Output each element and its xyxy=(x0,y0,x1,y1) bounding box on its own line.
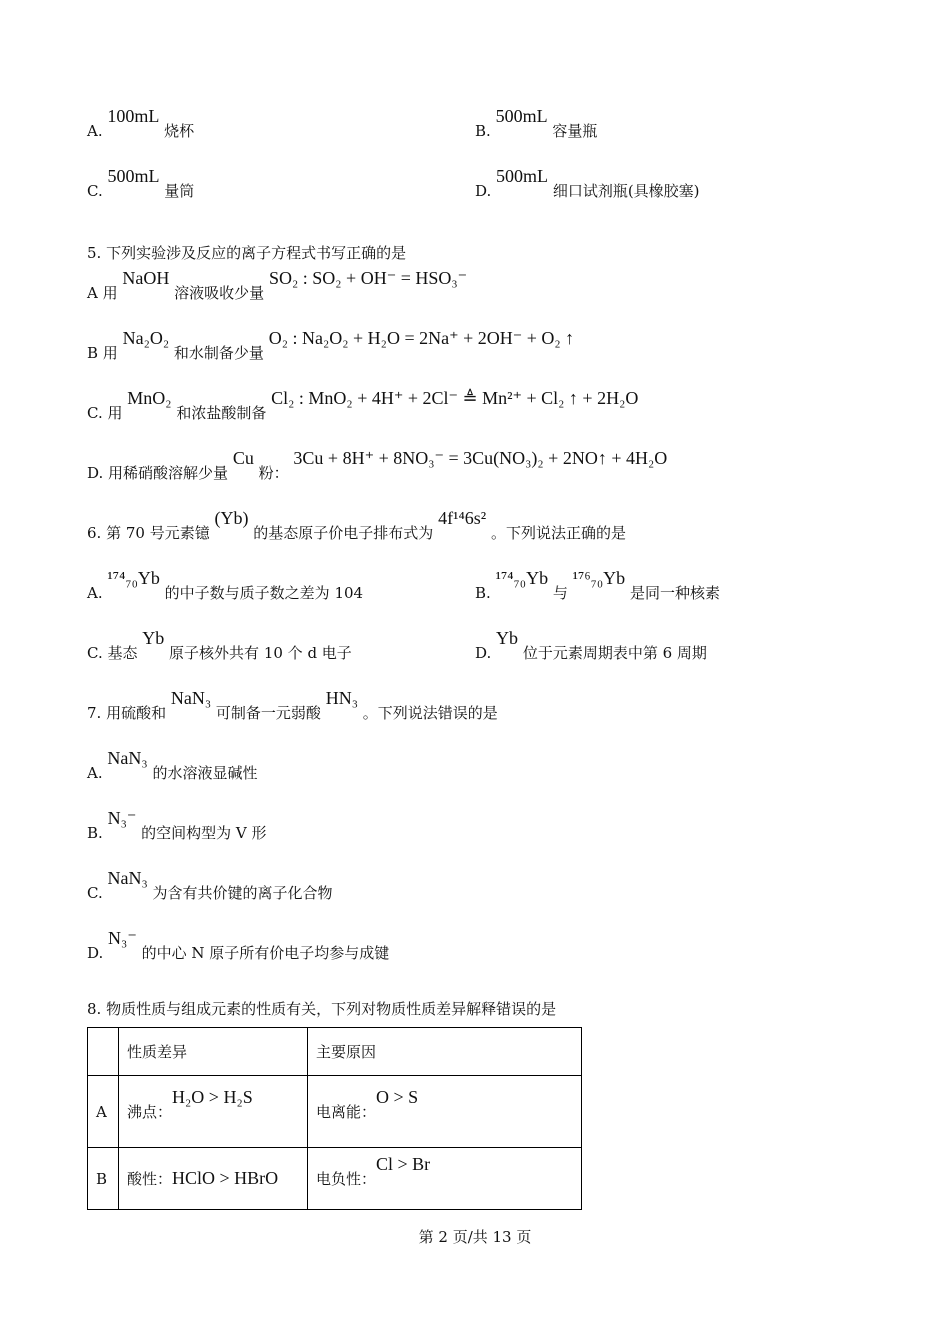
stem-text: 6. 第 70 号元素镱 xyxy=(87,524,210,542)
option-text: 位于元素周期表中第 6 周期 xyxy=(522,644,707,662)
option-text: 烧杯 xyxy=(164,122,195,140)
option-prefix: C. 用 xyxy=(87,404,123,422)
equation: 3Cu + 8H⁺ + 8NO₃⁻ = 3Cu(NO₃)₂ + 2NO↑ + 4H₂O xyxy=(293,448,668,468)
table-header: 性质差异 xyxy=(119,1028,308,1076)
formula: N₃⁻ xyxy=(108,928,137,948)
properties-table xyxy=(87,1027,582,1210)
reagent: Cu xyxy=(232,448,254,468)
option-letter: B. xyxy=(475,584,491,602)
q5-option-b xyxy=(87,328,575,363)
option-text: 粉： xyxy=(258,464,289,482)
reason-label: 电负性： xyxy=(316,1170,377,1188)
table-header xyxy=(88,1028,119,1076)
option-letter: D. xyxy=(475,182,492,200)
stem-text: 7. 用硫酸和 xyxy=(87,704,167,722)
reagent: Na₂O₂ xyxy=(122,328,170,348)
property-label: 沸点： xyxy=(127,1103,173,1121)
option-letter: A. xyxy=(87,584,103,602)
option-letter: D. xyxy=(475,644,492,662)
q6-option-d xyxy=(475,628,707,663)
option-text: 量筒 xyxy=(164,182,195,200)
nuclide: ¹⁷⁶₇₀Yb xyxy=(572,568,626,588)
option-letter: A. xyxy=(87,764,103,782)
quantity: 500mL xyxy=(495,106,548,126)
option-text: 细口试剂瓶(具橡胶塞) xyxy=(552,182,700,200)
q4-option-a xyxy=(87,106,195,141)
table-row xyxy=(88,1076,582,1148)
element-symbol: Yb xyxy=(496,628,519,648)
table-header-row xyxy=(88,1028,582,1076)
page-footer: 第 2 页/共 13 页 xyxy=(418,1228,532,1246)
nuclide: ¹⁷⁴₇₀Yb xyxy=(107,568,160,588)
q6-option-a xyxy=(87,568,364,603)
option-letter: C. 基态 xyxy=(87,644,138,662)
formula: N₃⁻ xyxy=(107,808,137,828)
option-prefix: B 用 xyxy=(87,344,118,362)
stem-text: 的基态原子价电子排布式为 xyxy=(253,524,434,542)
reason-cell xyxy=(308,1148,582,1210)
reason-formula: Cl > Br xyxy=(376,1154,431,1174)
q4-option-c xyxy=(87,166,195,201)
q7-option-c xyxy=(87,868,333,903)
electron-config: 4f¹⁴6s² xyxy=(438,508,487,528)
q8-stem: 8. 物质性质与组成元素的性质有关，下列对物质性质差异解释错误的是 xyxy=(87,1000,557,1018)
option-text: 和浓盐酸制备 xyxy=(176,404,267,422)
table-row xyxy=(88,1148,582,1210)
formula: NaN₃ xyxy=(107,868,148,888)
q5-option-a xyxy=(87,268,468,303)
q6-option-b xyxy=(475,568,720,603)
element-symbol: Yb xyxy=(142,628,165,648)
option-text: 原子核外共有 10 个 d 电子 xyxy=(169,644,352,662)
reagent: MnO₂ xyxy=(127,388,172,408)
stem-text: 可制备一元弱酸 xyxy=(215,704,321,722)
q5-option-d xyxy=(87,448,668,483)
equation: SO₂ : SO₂ + OH⁻ = HSO₃⁻ xyxy=(268,268,468,288)
option-letter: B. xyxy=(87,824,103,842)
equation: Cl₂ : MnO₂ + 4H⁺ + 2Cl⁻ ≜ Mn²⁺ + Cl₂ ↑ + 2H₂O xyxy=(271,388,639,408)
property-cell xyxy=(119,1076,308,1148)
property-label: 酸性： xyxy=(127,1170,173,1188)
quantity: 100mL xyxy=(107,106,160,126)
reagent: NaOH xyxy=(122,268,170,288)
option-text: 为含有共价键的离子化合物 xyxy=(152,884,333,902)
q7-option-d xyxy=(87,928,390,963)
element-symbol: (Yb) xyxy=(214,508,249,528)
q5-option-c xyxy=(87,388,639,423)
formula: NaN₃ xyxy=(107,748,148,768)
option-prefix: A 用 xyxy=(87,284,118,302)
option-text: 和水制备少量 xyxy=(173,344,264,362)
option-text: 的中心 N 原子所有价电子均参与成键 xyxy=(141,944,390,962)
q4-option-b xyxy=(475,106,598,141)
option-letter: D. xyxy=(87,944,104,962)
row-id: B xyxy=(88,1148,119,1210)
stem-text: 。下列说法正确的是 xyxy=(490,524,626,542)
option-text: 的中子数与质子数之差为 104 xyxy=(164,584,364,602)
property-cell xyxy=(119,1148,308,1210)
option-letter: C. xyxy=(87,182,103,200)
nuclide: ¹⁷⁴₇₀Yb xyxy=(495,568,549,588)
q7-option-b xyxy=(87,808,267,843)
equation: O₂ : Na₂O₂ + H₂O = 2Na⁺ + 2OH⁻ + O₂ ↑ xyxy=(268,328,575,348)
row-id: A xyxy=(88,1076,119,1148)
option-text: 的水溶液显碱性 xyxy=(152,764,258,782)
q7-option-a xyxy=(87,748,258,783)
option-text: 是同一种核素 xyxy=(629,584,720,602)
q4-option-d xyxy=(475,166,700,201)
reason-formula: O > S xyxy=(376,1087,419,1107)
reagent: NaN₃ xyxy=(170,688,212,708)
option-prefix: D. 用稀硝酸溶解少量 xyxy=(87,464,229,482)
property-formula: H₂O > H₂S xyxy=(172,1087,253,1107)
reason-cell xyxy=(308,1076,582,1148)
q6-stem xyxy=(87,508,626,543)
quantity: 500mL xyxy=(107,166,160,186)
q7-stem xyxy=(87,688,498,723)
property-formula: HClO > HBrO xyxy=(172,1168,279,1188)
option-text: 溶液吸收少量 xyxy=(174,284,265,302)
option-letter: C. xyxy=(87,884,103,902)
option-letter: A. xyxy=(87,122,103,140)
table-header: 主要原因 xyxy=(308,1028,582,1076)
q5-stem: 5. 下列实验涉及反应的离子方程式书写正确的是 xyxy=(87,244,407,262)
acid: HN₃ xyxy=(325,688,358,708)
q6-option-c xyxy=(87,628,352,663)
option-text: 与 xyxy=(552,584,568,602)
option-text: 容量瓶 xyxy=(552,122,598,140)
quantity: 500mL xyxy=(496,166,549,186)
stem-text: 。下列说法错误的是 xyxy=(362,704,498,722)
reason-label: 电离能： xyxy=(316,1103,377,1121)
option-letter: B. xyxy=(475,122,491,140)
option-text: 的空间构型为 V 形 xyxy=(141,824,267,842)
